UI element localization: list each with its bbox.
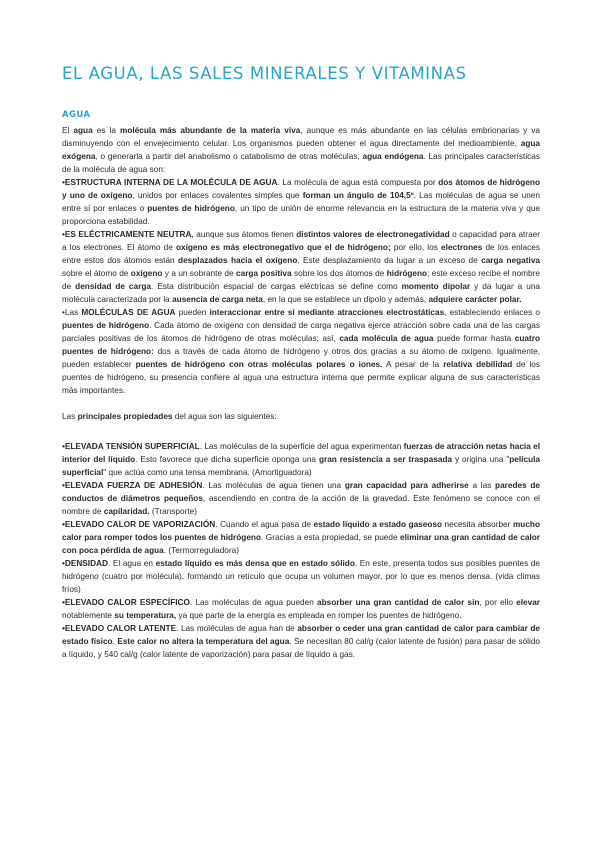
bold-text-run: puentes de hidrógeno con otras moléculas polares o iones.: [135, 360, 383, 369]
text-run: , en la que se establece un dipolo y además,: [262, 295, 429, 304]
bold-text-run: fuerzas de atracción netas hacia el interior del líquido: [62, 442, 540, 464]
bold-text-run: forman un ángulo de 104,5º: [302, 191, 414, 200]
text-run: dos a través de cada átomo de hidrógeno y otros dos gracias a su átomo de oxígeno. Igualmente, pueden establecer: [62, 347, 540, 369]
bold-text-run: agua: [73, 126, 93, 135]
bold-text-run: desplazados hacia el oxígeno: [178, 256, 298, 265]
bold-text-run: electrones: [441, 243, 483, 252]
text-run: . Las moléculas de agua han de: [176, 624, 298, 633]
text-run: .: [112, 637, 118, 646]
text-run: es la: [92, 126, 121, 135]
text-run: sobre los dos átomos de: [291, 269, 387, 278]
paragraph-neutra: [62, 228, 540, 306]
text-run: puede formar hasta: [433, 334, 515, 343]
text-run: ; este exceso recibe el nombre de: [62, 269, 540, 291]
bold-text-run: puentes de hidrógeno: [62, 321, 150, 330]
bold-text-run: carga negativa: [481, 256, 540, 265]
bold-text-run: capilaridad.: [103, 507, 150, 516]
text-run: . Las moléculas de la superficie del agua experimentan: [199, 442, 404, 451]
text-run: a las: [468, 481, 496, 490]
text-run: . Gracias a esta propiedad, se puede: [261, 533, 401, 542]
bold-text-run: •ESTRUCTURA INTERNA DE LA MOLÉCULA DE AGUA: [62, 178, 278, 187]
bold-text-run: cuatro puentes de hidrógeno:: [62, 334, 541, 356]
text-run: (Transporte): [149, 507, 197, 516]
bold-text-run: agua exógena: [62, 139, 540, 161]
text-run: , un tipo de unión de enorme relevancia en la estructura de la materia viva y que proporciona estabilidad.: [62, 204, 540, 226]
text-run: notablemente: [62, 611, 115, 620]
bold-text-run: gran capacidad para adherirse: [344, 481, 469, 490]
bold-text-run: densidad de carga: [75, 282, 151, 291]
bold-text-run: agua endógena: [362, 152, 424, 161]
text-run: . Esto favorece que dicha superficie oponga una: [135, 455, 319, 464]
section-heading: AGUA: [62, 110, 91, 120]
bold-text-run: estado líquido es más densa que en estado sólido: [155, 559, 355, 568]
document-body: [62, 124, 540, 661]
text-run: . Cada átomo de oxígeno con densidad de carga negativa ejerce atracción sobre cada una de las cargas parciales positivas de los átomos de hidrógeno de otras moléculas; así,: [62, 321, 540, 343]
text-run: del agua son las siguientes:: [172, 412, 277, 421]
text-run: de los enlaces entre estos dos átomos están: [62, 243, 540, 265]
bold-text-run: adquiere carácter polar.: [428, 295, 522, 304]
text-run: , estableciendo enlaces o: [444, 308, 541, 317]
text-run: , aunque sus átomos tienen: [191, 230, 297, 239]
text-run: A pesar de la: [382, 360, 444, 369]
paragraph-adhesion: [62, 479, 540, 518]
text-run: por ello, los: [390, 243, 442, 252]
bold-text-run: ausencia de carga neta: [172, 295, 263, 304]
text-run: y a un sobrante de: [162, 269, 237, 278]
bold-text-run: interaccionar entre sí mediante atracciones electrostáticas: [209, 308, 445, 317]
bold-text-run: cada molécula de agua: [339, 334, 434, 343]
text-run: . Este desplazamiento da lugar a un exceso de: [297, 256, 482, 265]
text-run: de los puentes de hidrógeno, su presencia confiere al agua una estructura interna que permite explicar alguna de sus características más importantes.: [62, 360, 540, 395]
text-run: , ascendiendo en contra de la acción de la gravedad. Este fenómeno se conoce con el nombre de: [62, 494, 541, 516]
page-title: EL AGUA, LAS SALES MINERALES Y VITAMINAS: [62, 64, 467, 83]
text-run: . Las moléculas de agua pueden: [189, 598, 318, 607]
text-run: . Las moléculas de agua tienen una: [202, 481, 345, 490]
bold-text-run: •ELEVADA FUERZA DE ADHESIÓN: [62, 481, 203, 490]
paragraph-intro: [62, 124, 540, 176]
paragraph-propiedades: [62, 410, 540, 423]
text-run: . Las principales características de la molécula de agua son:: [62, 152, 540, 174]
bold-text-run: elevar: [516, 598, 541, 607]
text-run: y da lugar a una molécula caracterizada por la: [62, 282, 541, 304]
text-run: pueden: [175, 308, 210, 317]
text-run: . Se necesitan 80 cal/g (calor latente de fusión) para pasar de sólido a líquido, y 540 cal/g (calor latente de vaporización) para pasar de líquido a gas.: [62, 637, 541, 659]
text-run: sobre el átomo de: [62, 269, 131, 278]
bold-text-run: eliminar una gran cantidad de calor con poca pérdida de agua: [62, 533, 540, 555]
bold-text-run: absorber o ceder una gran cantidad de calor para cambiar de estado físico: [62, 624, 540, 646]
text-run: y origina una ": [452, 455, 510, 464]
bold-text-run: MOLÉCULAS DE AGUA: [81, 308, 176, 317]
text-run: Las: [62, 412, 78, 421]
paragraph-interaccion: [62, 306, 540, 397]
bold-text-run: mucho calor para romper todos los puentes de hidrógeno: [62, 520, 540, 542]
text-run: . En este, presenta todos sus posibles puentes de hidrógeno (cuatro por molécula), formando un retículo que ocupa un volumen mayor, por lo que es menos densa. (vida climas fríos): [62, 559, 540, 594]
bold-text-run: hidrógeno: [386, 269, 428, 278]
text-run: o capacidad para atraer a los electrones. El átomo de: [62, 230, 541, 252]
bold-text-run: Este calor no altera la temperatura del agua: [117, 637, 290, 646]
bold-text-run: oxígeno es más electronegativo que el de hidrógeno;: [175, 243, 391, 252]
text-run: " que actúa como una tensa membrana. (Amortiguadora): [103, 468, 312, 477]
bold-text-run: dos átomos de hidrógeno y uno de oxígeno: [62, 178, 540, 200]
bold-text-run: gran resistencia a ser traspasada: [318, 455, 453, 464]
bold-text-run: distintos valores de electronegatividad: [296, 230, 450, 239]
bold-text-run: puentes de hidrógeno: [147, 204, 235, 213]
paragraph-vaporizacion: [62, 518, 540, 557]
paragraph-tension: [62, 440, 540, 479]
text-run: . El agua en: [107, 559, 156, 568]
text-run: , aunque es más abundante en las células embrionarias y va disminuyendo con el envejecimiento celular. Los organismos pueden obtener el agua directamente del medioambiente,: [62, 126, 541, 148]
bold-text-run: película superficial: [62, 455, 540, 477]
bold-text-run: molécula más abundante de la materia viva: [120, 126, 301, 135]
text-run: El: [62, 126, 74, 135]
bold-text-run: •ELEVADO CALOR DE VAPORIZACIÓN: [62, 520, 216, 529]
bold-text-run: •ES ELÉCTRICAMENTE NEUTRA: [62, 230, 192, 239]
text-run: . La molécula de agua está compuesta por: [277, 178, 439, 187]
text-run: , o generarla a partir del anabolismo o catabolismo de otras moléculas,: [95, 152, 363, 161]
paragraph-especifico: [62, 596, 540, 622]
text-run: •Las: [62, 308, 82, 317]
bold-text-run: su temperatura,: [114, 611, 177, 620]
bold-text-run: •ELEVADA TENSIÓN SUPERFICIAL: [62, 442, 200, 451]
text-run: necesita absorber: [442, 520, 513, 529]
text-run: . Las moléculas de agua se unen entre sí por enlaces o: [62, 191, 540, 213]
bold-text-run: carga positiva: [236, 269, 292, 278]
bold-text-run: •ELEVADO CALOR LATENTE: [62, 624, 177, 633]
text-run: , por ello: [479, 598, 517, 607]
bold-text-run: absorber una gran cantidad de calor sin: [317, 598, 480, 607]
bold-text-run: •ELEVADO CALOR ESPECÍFICO: [62, 598, 190, 607]
text-run: , unidos por enlaces covalentes simples que: [132, 191, 303, 200]
text-run: . Esta distribución espacial de cargas eléctricas se define como: [150, 282, 402, 291]
bold-text-run: oxígeno: [130, 269, 163, 278]
text-run: ya que parte de la energía es empleada en romper los puentes de hidrógeno.: [176, 611, 462, 620]
bold-text-run: •DENSIDAD: [62, 559, 108, 568]
paragraph-estructura: [62, 176, 540, 228]
bold-text-run: estado líquido a estado gaseoso: [313, 520, 443, 529]
paragraph-densidad: [62, 557, 540, 596]
paragraph-latente: [62, 622, 540, 661]
text-run: . (Termorreguladora): [163, 546, 239, 555]
bold-text-run: momento dipolar: [401, 282, 471, 291]
bold-text-run: principales propiedades: [77, 412, 173, 421]
text-run: . Cuando el agua pasa de: [215, 520, 314, 529]
bold-text-run: paredes de conductos de diámetros pequeños: [62, 481, 541, 503]
bold-text-run: relativa debilidad: [443, 360, 513, 369]
